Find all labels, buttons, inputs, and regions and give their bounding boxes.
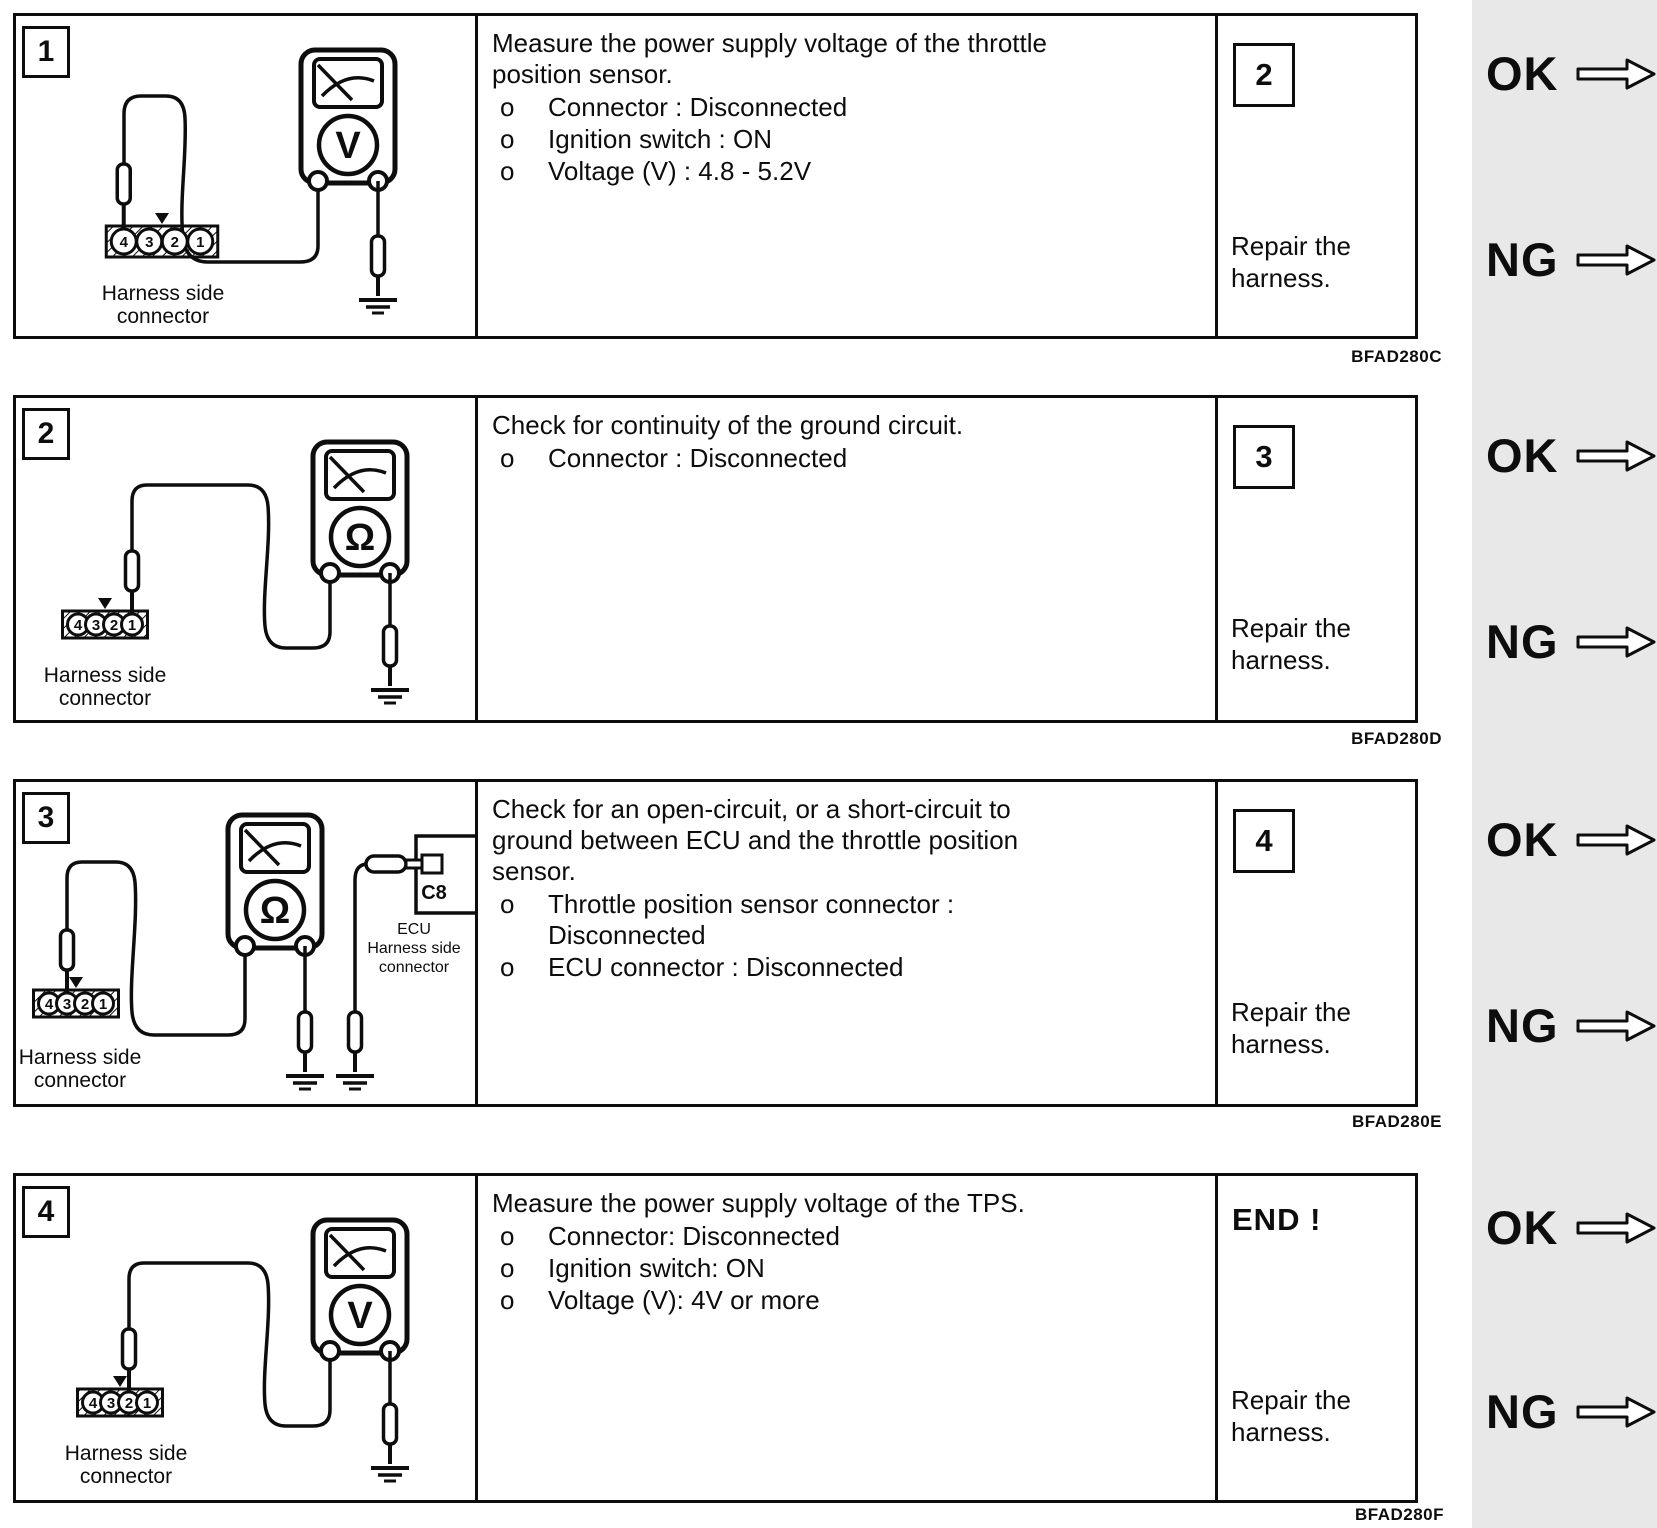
- condition-item: [492, 1221, 1077, 1252]
- test-probe: [349, 1012, 362, 1052]
- pin-number: 3: [91, 617, 101, 634]
- condition-item: [492, 156, 1077, 187]
- diagnostic-panel-1: [13, 13, 1559, 339]
- ng-label: NG: [1486, 233, 1559, 286]
- connector-index-marker: [113, 1376, 127, 1387]
- ok-branch: [1486, 428, 1657, 483]
- figure-code: BFAD280E: [1352, 1112, 1442, 1131]
- condition-item: [492, 1253, 1077, 1284]
- meter-gauge-window: [326, 1229, 394, 1277]
- bullet-marker: o: [500, 156, 515, 186]
- connector-caption: Harness side: [18, 1046, 142, 1069]
- condition-item: [492, 124, 1077, 155]
- test-probe: [384, 1404, 397, 1444]
- pin-number: 2: [109, 617, 119, 634]
- ng-label: NG: [1486, 615, 1559, 668]
- meter-gauge-window: [326, 451, 394, 499]
- meter-terminal-left: [321, 564, 339, 582]
- next-step-number: 4: [1255, 823, 1273, 858]
- ok-branch: [1486, 1200, 1657, 1255]
- connector-caption: Harness side: [64, 1442, 188, 1465]
- connector-index-marker: [155, 213, 169, 224]
- ok-label: OK: [1486, 1201, 1559, 1254]
- condition-text: Voltage (V): 4V or more: [548, 1285, 820, 1315]
- arrow-shape: [1578, 1012, 1654, 1040]
- bullet-marker: o: [500, 889, 515, 919]
- ng-label: NG: [1486, 999, 1559, 1052]
- arrow-shape: [1578, 442, 1654, 470]
- bullet-marker: o: [500, 92, 515, 122]
- pin-number: 4: [119, 234, 128, 251]
- ng-branch: [1486, 998, 1657, 1053]
- test-lead-wire: [132, 485, 330, 648]
- meter-terminal-left: [309, 172, 327, 190]
- meter-gauge-window: [314, 59, 382, 107]
- ecu-caption: Harness side: [367, 940, 461, 957]
- arrow-shape: [1578, 1398, 1654, 1426]
- next-step-box: [1233, 425, 1295, 489]
- ng-label: NG: [1486, 1385, 1559, 1438]
- condition-list: [492, 889, 1077, 983]
- diagnostic-panel-3: [13, 779, 1559, 1107]
- condition-text: Ignition switch: ON: [548, 1253, 765, 1283]
- condition-item: [492, 443, 1077, 474]
- bullet-marker: o: [500, 443, 515, 473]
- ng-result-text: Repair the harness.: [1231, 231, 1351, 293]
- meter-symbol: Ω: [344, 517, 376, 559]
- bullet-marker: o: [500, 952, 515, 982]
- condition-item: [492, 889, 1077, 951]
- instruction-text: Measure the power supply voltage of the throttle position sensor.: [492, 28, 1047, 89]
- test-diagram: [16, 1176, 475, 1500]
- pin-number: 2: [170, 234, 179, 251]
- result-cell: [1215, 1176, 1415, 1500]
- diagnostic-panel-2: [13, 395, 1559, 723]
- step-number-box: [22, 1186, 70, 1238]
- test-probe: [117, 164, 130, 204]
- instruction-text: Measure the power supply voltage of the TPS.: [492, 1188, 1025, 1218]
- next-step-box: [1233, 43, 1295, 107]
- instruction-text: Check for an open-circuit, or a short-circuit to ground between ECU and the throttle position sensor.: [492, 794, 1019, 886]
- ecu-terminal: [422, 855, 442, 873]
- ecu-lead-wire: [355, 864, 368, 1012]
- next-step-number: 3: [1255, 439, 1273, 474]
- condition-item: [492, 92, 1077, 123]
- multimeter-test-illustration: [16, 782, 475, 1098]
- ok-label: OK: [1486, 47, 1559, 100]
- condition-list: [492, 443, 1077, 474]
- ng-branch: [1486, 614, 1657, 669]
- arrow-shape: [1578, 628, 1654, 656]
- test-diagram: [16, 782, 475, 1104]
- ok-label: OK: [1486, 429, 1559, 482]
- condition-item: [492, 952, 1077, 983]
- ng-result-text: Repair the harness.: [1231, 1385, 1351, 1447]
- condition-text: Throttle position sensor connector : Disconnected: [548, 889, 955, 950]
- connector-caption: Harness side: [101, 282, 225, 305]
- step-number-box: [22, 408, 70, 460]
- pin-number: 4: [88, 1395, 98, 1412]
- condition-text: Ignition switch : ON: [548, 124, 772, 154]
- condition-list: [492, 92, 1077, 187]
- ng-result-text: Repair the harness.: [1231, 613, 1351, 675]
- pin-number: 4: [44, 996, 54, 1013]
- test-diagram: [16, 16, 475, 336]
- arrow-shape: [1578, 1214, 1654, 1242]
- pin-number: 1: [98, 996, 108, 1013]
- meter-symbol: V: [335, 125, 361, 167]
- test-probe: [123, 1329, 136, 1369]
- condition-item: [492, 1285, 1077, 1316]
- arrow-shape: [1578, 60, 1654, 88]
- step-number: 1: [37, 35, 55, 68]
- right-arrow-icon: [1575, 57, 1657, 91]
- svg-text:connector: connector: [58, 687, 152, 710]
- test-probe: [372, 236, 385, 276]
- right-arrow-icon: [1575, 439, 1657, 473]
- pin-number: 2: [124, 1395, 134, 1412]
- connector-caption: Harness side: [43, 664, 167, 687]
- right-arrow-icon: [1575, 1395, 1657, 1429]
- ecu-caption: connector: [378, 959, 450, 976]
- result-cell: [1215, 16, 1415, 336]
- next-step-box: [1233, 809, 1295, 873]
- step-number-box: [22, 792, 70, 844]
- condition-text: ECU connector : Disconnected: [548, 952, 904, 982]
- instruction-text: Check for continuity of the ground circuit.: [492, 410, 964, 440]
- test-probe: [384, 626, 397, 666]
- step-number: 3: [37, 801, 55, 834]
- figure-code: BFAD280F: [1354, 1505, 1444, 1524]
- step-number-box: [22, 26, 70, 78]
- meter-gauge-window: [241, 824, 309, 872]
- svg-text:connector: connector: [116, 305, 210, 328]
- figure-code: BFAD280D: [1351, 729, 1442, 748]
- svg-text:connector: connector: [33, 1069, 127, 1092]
- ok-label: OK: [1486, 813, 1559, 866]
- test-probe: [61, 930, 74, 970]
- meter-terminal-left: [321, 1342, 339, 1360]
- ng-branch: [1486, 1384, 1657, 1439]
- pin-number: 2: [80, 996, 90, 1013]
- multimeter-test-illustration: [16, 1176, 475, 1494]
- pin-number: 1: [127, 617, 137, 634]
- meter-terminal-left: [236, 937, 254, 955]
- step-number: 2: [37, 417, 55, 450]
- ecu-caption: ECU: [397, 921, 431, 938]
- pin-number: 3: [106, 1395, 116, 1412]
- ecu-terminal-label: C8: [421, 882, 447, 904]
- right-arrow-icon: [1575, 1009, 1657, 1043]
- ng-branch: [1486, 232, 1657, 287]
- condition-text: Voltage (V) : 4.8 - 5.2V: [548, 156, 812, 186]
- connector-index-marker: [69, 977, 83, 988]
- pin-number: 1: [196, 234, 205, 251]
- condition-list: [492, 1221, 1077, 1316]
- right-arrow-icon: [1575, 625, 1657, 659]
- right-arrow-icon: [1575, 243, 1657, 277]
- meter-symbol: V: [347, 1295, 373, 1337]
- bullet-marker: o: [500, 1253, 515, 1283]
- pin-number: 4: [73, 617, 83, 634]
- ecu-test-probe: [366, 856, 406, 872]
- svg-text:connector: connector: [79, 1465, 173, 1488]
- multimeter-test-illustration: [16, 16, 475, 330]
- step-number: 4: [37, 1195, 55, 1228]
- multimeter-test-illustration: [16, 398, 475, 714]
- bullet-marker: o: [500, 124, 515, 154]
- ok-branch: [1486, 46, 1657, 101]
- bullet-marker: o: [500, 1285, 515, 1315]
- ecu-probe-shaft: [406, 860, 422, 868]
- right-arrow-icon: [1575, 823, 1657, 857]
- pin-number: 1: [142, 1395, 152, 1412]
- right-arrow-icon: [1575, 1211, 1657, 1245]
- arrow-shape: [1578, 826, 1654, 854]
- connector-index-marker: [98, 598, 112, 609]
- pin-number: 3: [62, 996, 72, 1013]
- test-probe: [126, 551, 139, 591]
- meter-symbol: Ω: [259, 890, 291, 932]
- pin-number: 3: [145, 234, 154, 251]
- figure-code: BFAD280C: [1351, 347, 1442, 366]
- test-diagram: [16, 398, 475, 720]
- condition-text: Connector : Disconnected: [548, 92, 848, 122]
- end-result-text: END !: [1232, 1202, 1322, 1237]
- test-probe: [299, 1012, 312, 1052]
- arrow-shape: [1578, 246, 1654, 274]
- condition-text: Connector : Disconnected: [548, 443, 848, 473]
- ok-branch: [1486, 812, 1657, 867]
- diagnostic-panel-4: [13, 1173, 1559, 1503]
- ng-result-text: Repair the harness.: [1231, 997, 1351, 1059]
- condition-text: Connector: Disconnected: [548, 1221, 840, 1251]
- next-step-number: 2: [1255, 57, 1273, 92]
- result-cell: [1215, 782, 1415, 1104]
- bullet-marker: o: [500, 1221, 515, 1251]
- result-cell: [1215, 398, 1415, 720]
